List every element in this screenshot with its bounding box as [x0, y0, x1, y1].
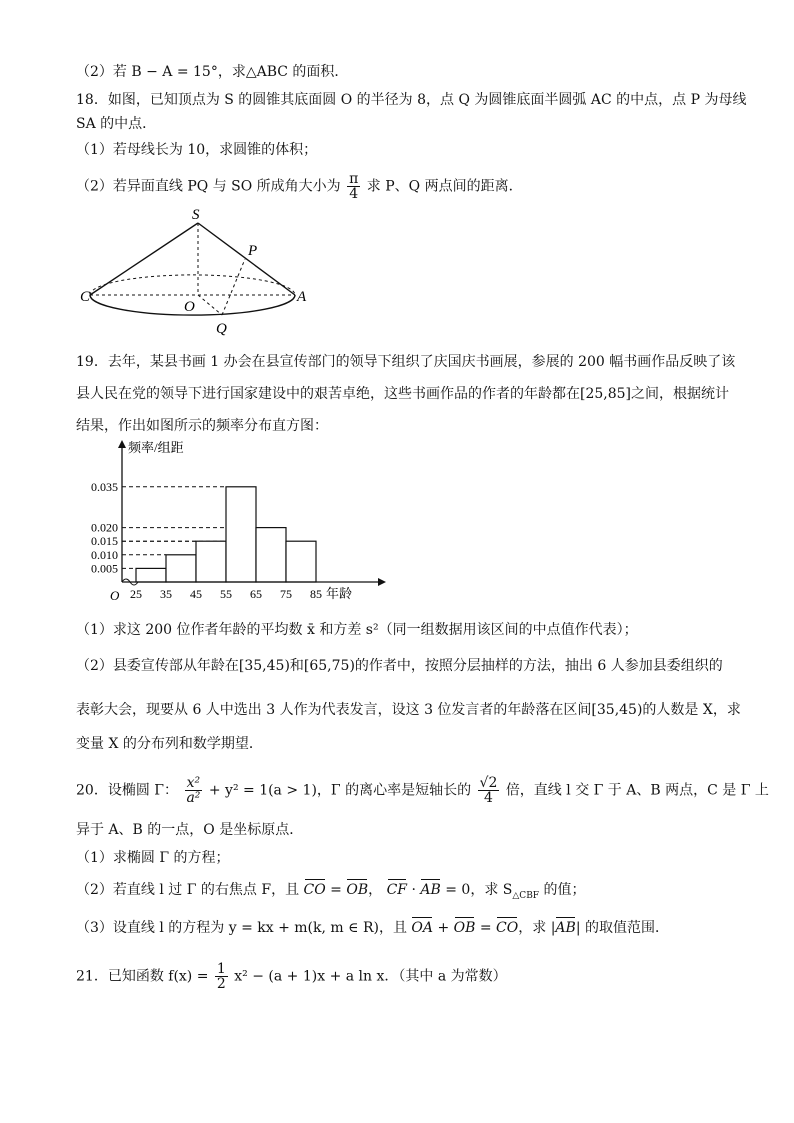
q19-part2-line2: 表彰大会，现要从 6 人中选出 3 人作为代表发言，设这 3 位发言者的年龄落在区间[35,45)的人数是 X，求 [76, 702, 741, 718]
vector-ob: OB [346, 882, 369, 898]
label-P: P [248, 243, 258, 259]
q17-part2: （2）若 B − A = 15°，求△ABC 的面积． [76, 64, 349, 80]
fraction-denominator: 4 [349, 186, 359, 202]
q20-part2 [76, 880, 586, 906]
plus: + [433, 920, 454, 936]
label-C: C [80, 289, 91, 305]
y-tick-label: 0.020 [91, 520, 118, 535]
q20-part3-c: | 的取值范围． [575, 920, 669, 936]
q19-part1: （1）求这 200 位作者年龄的平均数 x̄ 和方差 s²（同一组数据用该区间的中点值作代表）； [76, 622, 638, 638]
vector-cf: CF [386, 882, 408, 898]
q20-line1-b: + y² = 1(a > 1)，Γ 的离心率是短轴长的 [208, 782, 472, 799]
histogram-bar [196, 541, 226, 582]
histogram-bar [166, 555, 196, 582]
q18-part2-after: 求 P、Q 两点间的距离． [366, 178, 523, 195]
fraction-numerator: π [349, 171, 359, 187]
q20-part3-a: （3）设直线 l 的方程为 y = kx + m(k, m ∈ R)，且 [76, 920, 407, 936]
q21-line-b: x² − (a + 1)x + a ln x．（其中 a 为常数） [234, 968, 507, 985]
q19-line3: 结果，作出如图所示的频率分布直方图： [76, 418, 328, 434]
dot: · [407, 882, 421, 898]
y-axis-label: 频率/组距 [128, 440, 184, 455]
comma: ， [368, 882, 383, 898]
pi-over-4-fraction [347, 172, 360, 201]
equals: = [325, 882, 347, 898]
q20-line1 [76, 776, 769, 805]
q18-part2 [76, 172, 523, 201]
q20-part1: （1）求椭圆 Γ 的方程； [76, 850, 230, 866]
q18-intro-line1: 18．如图，已知顶点为 S 的圆锥其底面圆 O 的半径为 8，点 Q 为圆锥底面半圆弧 AC 的中点，点 P 为母线 [76, 92, 747, 108]
x-axis-label: 年龄 [326, 586, 353, 601]
fraction-denominator: 2 [216, 976, 226, 992]
q20-line2: 异于 A、B 的一点，O 是坐标原点． [76, 822, 304, 838]
label-S: S [192, 207, 200, 223]
fraction-numerator: x² [186, 775, 201, 791]
histogram-bar [286, 541, 316, 582]
fraction-numerator: √2 [479, 775, 498, 791]
vector-ab: AB [555, 920, 576, 936]
vector-oa: OA [411, 920, 433, 936]
q18-part2-before: （2）若异面直线 PQ 与 SO 所成角大小为 [76, 178, 341, 195]
cone-figure [80, 205, 315, 340]
vector-co: CO [303, 882, 326, 898]
q18-part1: （1）若母线长为 10，求圆锥的体积； [76, 142, 318, 158]
fraction-denominator: 4 [483, 790, 493, 806]
one-half-fraction [215, 962, 228, 991]
x-tick-label: 85 [310, 587, 322, 601]
y-tick-label: 0.010 [91, 547, 118, 562]
q20-line1-c: 倍，直线 l 交 Γ 于 A、B 两点，C 是 Γ 上 [505, 782, 769, 799]
x-tick-label: 55 [220, 587, 232, 601]
equals: = [475, 920, 497, 936]
x-tick-label: 35 [160, 587, 172, 601]
vector-ab: AB [420, 882, 441, 898]
histogram-bar [136, 568, 166, 582]
label-Q: Q [216, 321, 227, 337]
q20-part2-c: = 0，求 S [440, 882, 513, 898]
q19-line1: 19．去年，某县书画 1 办会在县宣传部门的领导下组织了庆国庆书画展，参展的 200 幅书画作品反映了该 [76, 354, 736, 370]
q20-part3 [76, 918, 669, 938]
fraction-denominator: a² [186, 790, 201, 806]
q21-line-a: 21．已知函数 f(x) = [76, 968, 209, 985]
q19-part2-line1: （2）县委宣传部从年龄在[35,45)和[65,75)的作者中，按照分层抽样的方法，抽出 6 人参加县委组织的 [76, 658, 723, 674]
q20-part3-b: ，求 | [518, 920, 556, 936]
label-O: O [184, 299, 195, 315]
x-tick-label: 45 [190, 587, 202, 601]
vector-co: CO [496, 920, 519, 936]
x-tick-label: 75 [280, 587, 292, 601]
x-axis-arrow [378, 578, 386, 586]
vector-ob: OB [453, 920, 476, 936]
label-A: A [297, 289, 307, 305]
fraction-numerator: 1 [216, 961, 226, 977]
histogram-bar [256, 528, 286, 582]
q20-line1-a: 20．设椭圆 Γ： [76, 782, 178, 799]
y-tick-label: 0.015 [91, 534, 118, 549]
histogram-bar [226, 487, 256, 582]
x-tick-label: 65 [250, 587, 262, 601]
y-tick-label: 0.035 [91, 479, 118, 494]
q20-part2-d: 的值； [539, 882, 586, 898]
q19-line2: 县人民在党的领导下进行国家建设中的艰苦卓绝，这些书画作品的作者的年龄都在[25,85]之间，根据统计 [76, 386, 730, 402]
area-subscript: △CBF [512, 890, 540, 901]
q19-part2-line3: 变量 X 的分布列和数学期望． [76, 736, 263, 752]
y-tick-label: 0.005 [91, 561, 118, 576]
q18-intro-line2: SA 的中点． [76, 116, 157, 132]
frequency-histogram [76, 436, 396, 606]
q21-line [76, 962, 507, 991]
origin-label: O [110, 588, 120, 603]
ellipse-fraction [184, 776, 202, 805]
eccentricity-fraction [478, 776, 500, 805]
q20-part2-a: （2）若直线 l 过 Γ 的右焦点 F，且 [76, 882, 300, 898]
x-tick-label: 25 [130, 587, 142, 601]
y-axis-arrow [118, 440, 126, 448]
